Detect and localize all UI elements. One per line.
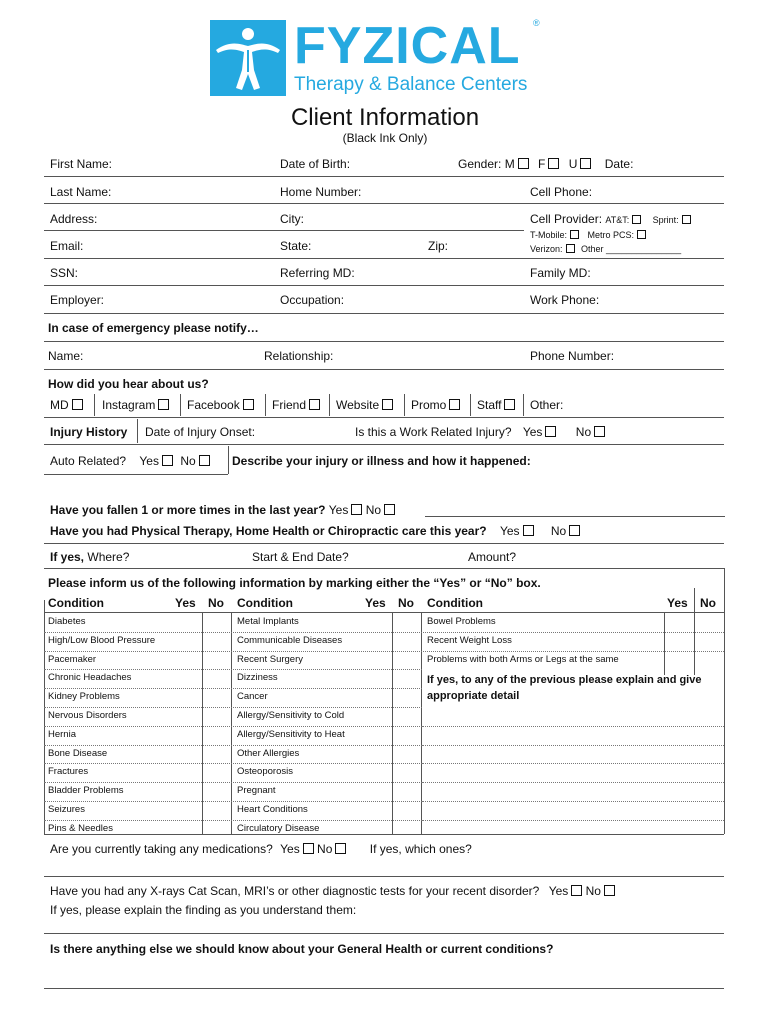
row-divider xyxy=(44,726,422,727)
divider xyxy=(44,988,724,989)
injury-onset-label: Date of Injury Onset: xyxy=(145,425,256,439)
general-health-question: Is there anything else we should know about your General Health or current conditions? xyxy=(50,942,554,956)
condition-label: Cancer xyxy=(237,691,268,703)
gender-f-label: F xyxy=(538,157,546,171)
other-label: Other _______________ xyxy=(581,244,682,254)
auto-related-group: Auto Related? Yes No xyxy=(50,454,210,468)
xrays-group: Have you had any X-rays Cat Scan, MRI’s or other diagnostic tests for your recent disorder? Yes No xyxy=(50,884,615,898)
hear-friend-checkbox[interactable] xyxy=(309,399,320,410)
att-label: AT&T: xyxy=(605,215,630,225)
xrays-question: Have you had any X-rays Cat Scan, MRI’s or other diagnostic tests for your recent disorder? xyxy=(50,884,540,898)
start-end-date-label: Start & End Date? xyxy=(252,550,349,564)
occupation-label: Occupation: xyxy=(280,293,345,307)
explain-line xyxy=(422,763,724,764)
emergency-name-label: Name: xyxy=(48,349,84,363)
col-no-2: No xyxy=(398,596,414,610)
fallen-question: Have you fallen 1 or more times in the last year? xyxy=(50,503,326,517)
divider xyxy=(425,516,725,517)
row-divider xyxy=(44,688,422,689)
row-divider xyxy=(44,632,724,633)
col-condition-2: Condition xyxy=(237,596,293,610)
divider xyxy=(44,612,724,613)
table-border xyxy=(724,568,725,834)
auto-no-checkbox[interactable] xyxy=(199,455,210,466)
divider xyxy=(44,834,724,835)
work-related-yes-checkbox[interactable] xyxy=(545,426,556,437)
work-related-no-checkbox[interactable] xyxy=(594,426,605,437)
sprint-label: Sprint: xyxy=(652,215,679,225)
col-no-1: No xyxy=(208,596,224,610)
condition-label: Pacemaker xyxy=(48,653,97,665)
att-checkbox[interactable] xyxy=(632,215,641,224)
hear-website: Website xyxy=(336,398,393,412)
divider xyxy=(180,394,181,416)
condition-label: Pregnant xyxy=(237,785,276,797)
where-label: Where? xyxy=(87,550,130,564)
row-divider xyxy=(44,820,422,821)
state-label: State: xyxy=(280,239,312,253)
meds-yes-checkbox[interactable] xyxy=(303,843,314,854)
xrays-yes-checkbox[interactable] xyxy=(571,885,582,896)
fallen-no-checkbox[interactable] xyxy=(384,504,395,515)
gender-f-checkbox[interactable] xyxy=(548,158,559,169)
figure-icon xyxy=(210,20,286,96)
hear-facebook: Facebook xyxy=(187,398,254,412)
explain-line xyxy=(422,745,724,746)
hear-md: MD xyxy=(50,398,83,412)
row-divider xyxy=(44,782,422,783)
row-divider xyxy=(44,763,422,764)
divider xyxy=(94,394,95,416)
table-border xyxy=(44,600,45,834)
emergency-relationship-label: Relationship: xyxy=(264,349,334,363)
condition-label: Seizures xyxy=(48,804,85,815)
auto-yes-checkbox[interactable] xyxy=(162,455,173,466)
condition-label: Dizziness xyxy=(237,672,278,684)
hear-promo-checkbox[interactable] xyxy=(449,399,460,410)
referring-md-label: Referring MD: xyxy=(280,266,355,280)
logo-mark xyxy=(210,20,286,96)
row-divider xyxy=(44,745,422,746)
condition-label: High/Low Blood Pressure xyxy=(48,634,156,646)
page-subtitle: (Black Ink Only) xyxy=(342,131,428,145)
condition-label: Chronic Headaches xyxy=(48,672,132,684)
cell-phone-label: Cell Phone: xyxy=(530,185,593,199)
work-related-group: Is this a Work Related Injury? Yes No xyxy=(355,425,605,439)
divider xyxy=(44,203,724,204)
explain-line-2: appropriate detail xyxy=(427,690,520,702)
ssn-label: SSN: xyxy=(50,266,79,280)
hear-other-label: Other: xyxy=(530,398,564,412)
pt-yes-checkbox[interactable] xyxy=(523,525,534,536)
divider xyxy=(44,876,724,877)
meds-no-checkbox[interactable] xyxy=(335,843,346,854)
condition-label: Recent Weight Loss xyxy=(427,634,512,646)
hear-staff: Staff xyxy=(477,398,515,412)
divider xyxy=(44,369,724,370)
divider xyxy=(44,176,724,177)
explain-line xyxy=(422,801,724,802)
row-divider xyxy=(44,801,422,802)
col-condition-3: Condition xyxy=(427,596,483,610)
cell-provider-label: Cell Provider: xyxy=(530,212,603,226)
condition-label: Metal Implants xyxy=(237,616,299,627)
conditions-intro: Please inform us of the following information by marking either the “Yes” or “No” box. xyxy=(48,576,541,590)
employer-label: Employer: xyxy=(50,293,105,307)
divider xyxy=(44,543,724,544)
explain-line-1: If yes, to any of the previous please explain and give xyxy=(427,674,702,686)
emergency-phone-label: Phone Number: xyxy=(530,349,615,363)
condition-label: Fractures xyxy=(48,766,89,778)
injury-heading: Injury History xyxy=(50,425,128,439)
col-yes-2: Yes xyxy=(365,596,386,610)
divider xyxy=(44,258,724,259)
divider xyxy=(137,419,138,443)
hear-staff-checkbox[interactable] xyxy=(504,399,515,410)
divider xyxy=(44,444,724,445)
logo-wordmark: FYZICAL xyxy=(294,17,521,75)
explain-line xyxy=(422,782,724,783)
condition-label: Communicable Diseases xyxy=(237,634,343,646)
gender-u-label: U xyxy=(568,157,578,171)
emergency-heading: In case of emergency please notify… xyxy=(48,321,259,335)
col-no-3: No xyxy=(700,596,716,610)
fallen-group: Have you fallen 1 or more times in the last year? Yes No xyxy=(50,503,395,517)
explain-line xyxy=(422,726,724,727)
divider xyxy=(329,394,330,416)
condition-label: Other Allergies xyxy=(237,747,300,759)
row-divider xyxy=(44,669,422,670)
registered-mark: ® xyxy=(533,18,540,28)
verizon-checkbox[interactable] xyxy=(566,244,575,253)
date-label: Date: xyxy=(604,157,634,171)
divider xyxy=(228,446,229,474)
divider xyxy=(523,394,524,416)
condition-label: Hernia xyxy=(48,728,76,740)
home-number-label: Home Number: xyxy=(280,185,362,199)
row-divider xyxy=(44,651,724,652)
divider xyxy=(664,613,665,675)
condition-label: Diabetes xyxy=(48,616,86,627)
verizon-row xyxy=(530,242,681,256)
condition-label: Circulatory Disease xyxy=(237,822,320,834)
hear-instagram-checkbox[interactable] xyxy=(158,399,169,410)
meds-question: Are you currently taking any medications? xyxy=(50,842,273,856)
explain-line xyxy=(422,820,724,821)
hear-instagram: Instagram xyxy=(102,398,169,412)
divider xyxy=(470,394,471,416)
verizon-label: Verizon: xyxy=(530,244,563,254)
condition-label: Problems with both Arms or Legs at the same xyxy=(427,653,619,665)
hear-facebook-checkbox[interactable] xyxy=(243,399,254,410)
ifyes-where-group: If yes, Where? xyxy=(50,550,130,564)
row-divider xyxy=(44,707,422,708)
first-name-label: First Name: xyxy=(50,157,113,171)
gender-u-checkbox[interactable] xyxy=(580,158,591,169)
gender-group xyxy=(458,157,633,171)
metro-label: Metro PCS: xyxy=(587,230,635,240)
divider xyxy=(404,394,405,416)
condition-label: Bladder Problems xyxy=(48,785,124,797)
divider xyxy=(44,474,228,475)
auto-related-label: Auto Related? xyxy=(50,454,127,468)
condition-label: Kidney Problems xyxy=(48,691,120,703)
condition-label: Nervous Disorders xyxy=(48,710,127,721)
cell-provider-group xyxy=(530,212,691,227)
pt-no-checkbox[interactable] xyxy=(569,525,580,536)
divider xyxy=(44,417,724,418)
xrays-no-checkbox[interactable] xyxy=(604,885,615,896)
hear-friend: Friend xyxy=(272,398,320,412)
condition-label: Osteoporosis xyxy=(237,766,293,778)
work-related-label: Is this a Work Related Injury? xyxy=(355,425,512,439)
condition-label: Bowel Problems xyxy=(427,616,496,627)
fallen-yes-checkbox[interactable] xyxy=(351,504,362,515)
gender-m-checkbox[interactable] xyxy=(518,158,529,169)
pt-group: Have you had Physical Therapy, Home Health or Chiropractic care this year? Yes No xyxy=(50,524,580,538)
hear-promo: Promo xyxy=(411,398,460,412)
family-md-label: Family MD: xyxy=(530,266,591,280)
col-yes-1: Yes xyxy=(175,596,196,610)
last-name-label: Last Name: xyxy=(50,185,112,199)
tmobile-row xyxy=(530,228,646,242)
condition-label: Bone Disease xyxy=(48,747,108,759)
col-condition-1: Condition xyxy=(48,596,104,610)
tmobile-checkbox[interactable] xyxy=(570,230,579,239)
divider xyxy=(44,285,724,286)
meds-which-label: If yes, which ones? xyxy=(369,842,472,856)
divider xyxy=(44,933,724,934)
email-label: Email: xyxy=(50,239,84,253)
divider xyxy=(44,341,724,342)
condition-label: Heart Conditions xyxy=(237,804,308,815)
city-label: City: xyxy=(280,212,304,226)
divider xyxy=(265,394,266,416)
describe-injury-label: Describe your injury or illness and how it happened: xyxy=(232,454,531,468)
hear-heading: How did you hear about us? xyxy=(48,377,209,391)
divider xyxy=(44,230,524,231)
address-label: Address: xyxy=(50,212,98,226)
work-phone-label: Work Phone: xyxy=(530,293,600,307)
page-title: Client Information xyxy=(290,104,480,131)
pt-question: Have you had Physical Therapy, Home Health or Chiropractic care this year? xyxy=(50,524,487,538)
hear-md-checkbox[interactable] xyxy=(72,399,83,410)
condition-label: Allergy/Sensitivity to Cold xyxy=(237,710,345,721)
metro-checkbox[interactable] xyxy=(637,230,646,239)
meds-group: Are you currently taking any medications? Yes No If yes, which ones? xyxy=(50,842,472,856)
condition-label: Allergy/Sensitivity to Heat xyxy=(237,728,345,740)
amount-label: Amount? xyxy=(468,550,517,564)
dob-label: Date of Birth: xyxy=(280,157,351,171)
gender-label: Gender: M xyxy=(458,157,515,171)
condition-label: Pins & Needles xyxy=(48,822,113,834)
sprint-checkbox[interactable] xyxy=(682,215,691,224)
condition-label: Recent Surgery xyxy=(237,653,304,665)
xrays-explain-label: If yes, please explain the finding as you understand them: xyxy=(50,903,357,917)
hear-website-checkbox[interactable] xyxy=(382,399,393,410)
tmobile-label: T-Mobile: xyxy=(530,230,568,240)
divider xyxy=(44,313,724,314)
zip-label: Zip: xyxy=(428,239,449,253)
col-yes-3: Yes xyxy=(667,596,688,610)
logo-tagline: Therapy & Balance Centers xyxy=(294,74,528,95)
